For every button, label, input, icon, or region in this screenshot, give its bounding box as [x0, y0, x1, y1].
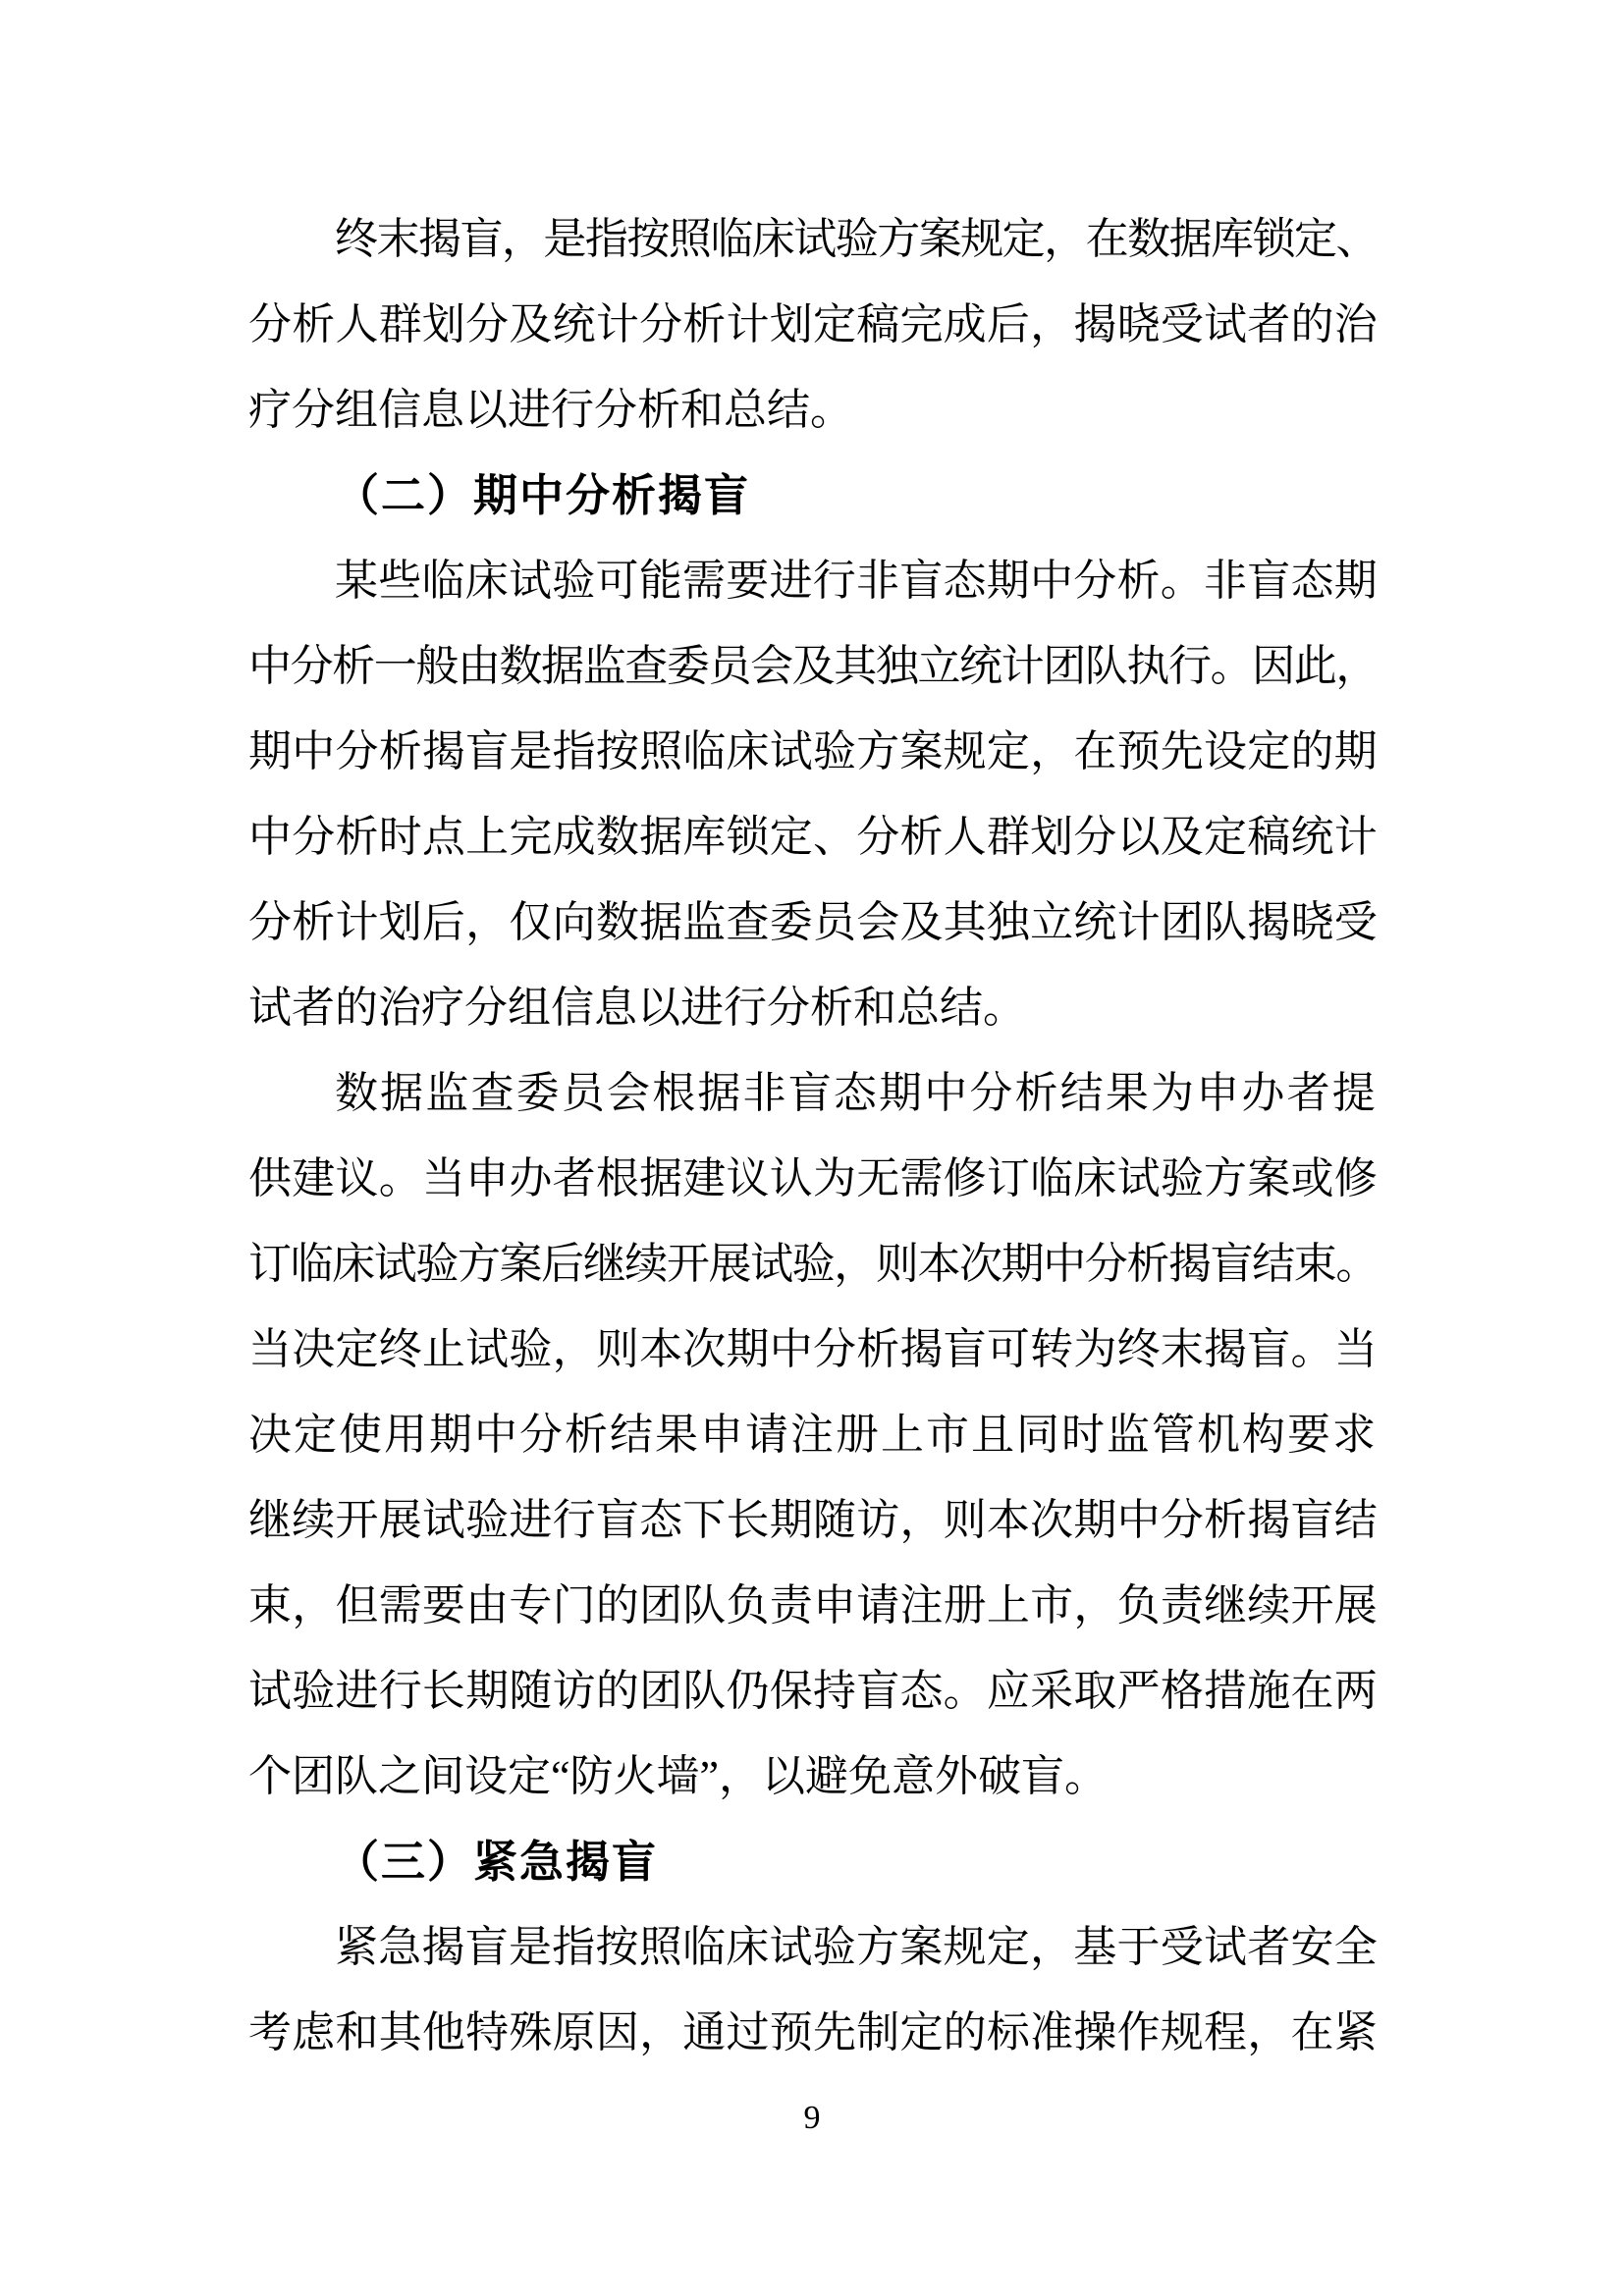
- text-line: 继续开展试验进行盲态下长期随访，则本次期中分析揭盲结: [248, 1496, 1378, 1544]
- document-body: [248, 196, 1378, 2075]
- text-line: 紧急揭盲是指按照临床试验方案规定，基于受试者安全: [335, 1923, 1378, 1971]
- text-line: 个团队之间设定“防火墙”，以避免意外破盲。: [248, 1752, 1109, 1800]
- text-line: 分析人群划分及统计分析计划定稿完成后，揭晓受试者的治: [248, 300, 1378, 348]
- text-line: 数据监查委员会根据非盲态期中分析结果为申办者提: [335, 1069, 1378, 1117]
- text-line: 考虑和其他特殊原因，通过预先制定的标准操作规程，在紧: [248, 2008, 1378, 2056]
- text-line: 当决定终止试验，则本次期中分析揭盲可转为终末揭盲。当: [248, 1325, 1378, 1373]
- text-line: 某些临床试验可能需要进行非盲态期中分析。非盲态期: [335, 557, 1378, 605]
- text-line: 决定使用期中分析结果申请注册上市且同时监管机构要求: [248, 1411, 1378, 1459]
- text-line: 供建议。当申办者根据建议认为无需修订临床试验方案或修: [248, 1154, 1378, 1202]
- text-line: 订临床试验方案后继续开展试验，则本次期中分析揭盲结束。: [248, 1240, 1378, 1288]
- text-line: 期中分析揭盲是指按照临床试验方案规定，在预先设定的期: [248, 727, 1378, 775]
- text-line: 分析计划后，仅向数据监查委员会及其独立统计团队揭晓受: [248, 898, 1378, 946]
- text-line: 中分析时点上完成数据库锁定、分析人群划分以及定稿统计: [248, 813, 1378, 861]
- page-number: 9: [803, 2100, 821, 2136]
- text-line: 试者的治疗分组信息以进行分析和总结。: [248, 984, 1026, 1032]
- text-line: 中分析一般由数据监查委员会及其独立统计团队执行。因此，: [248, 642, 1378, 690]
- text-line: 终末揭盲，是指按照临床试验方案规定，在数据库锁定、: [335, 215, 1378, 263]
- text-line: 试验进行长期随访的团队仍保持盲态。应采取严格措施在两: [248, 1667, 1378, 1715]
- text-line: 疗分组信息以进行分析和总结。: [248, 386, 853, 434]
- text-line: 束，但需要由专门的团队负责申请注册上市，负责继续开展: [248, 1581, 1378, 1629]
- section-heading: （三）紧急揭盲: [335, 1837, 659, 1887]
- section-heading: （二）期中分析揭盲: [335, 470, 751, 520]
